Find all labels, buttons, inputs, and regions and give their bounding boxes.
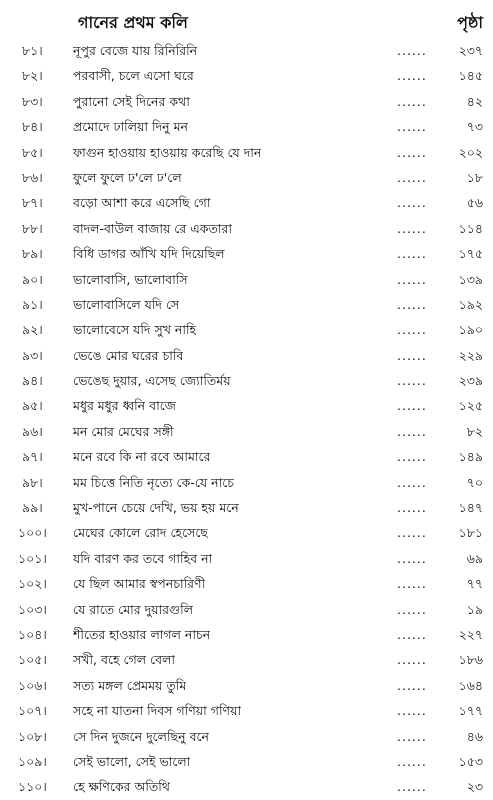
song-first-line: যে রাতে মোর দুয়ারগুলি — [73, 601, 194, 617]
index-header — [0, 10, 493, 36]
song-first-line: সে দিন দুজনে দুলেছিনু বনে — [73, 728, 210, 744]
song-first-line: প্রমোদে ঢালিয়া দিনু মন — [73, 119, 189, 135]
leader-dots: ...... — [397, 652, 427, 668]
row-number: ৯৯। — [22, 500, 43, 516]
row-number: ৯৪। — [22, 373, 43, 389]
song-first-line: যে ছিল আমার স্বপনচারিণী — [73, 576, 206, 592]
page-number: ৪২ — [466, 93, 483, 109]
page-number: ৭৩ — [466, 119, 483, 135]
index-row — [0, 114, 493, 139]
song-first-line: মম চিত্তে নিতি নৃত্যে কে-যে নাচে — [73, 474, 234, 490]
leader-dots: ...... — [397, 322, 427, 338]
page-number: ২৩৭ — [458, 43, 483, 58]
row-number: ৮৯। — [22, 246, 43, 262]
leader-dots: ...... — [397, 43, 427, 58]
page-number: ২২৭ — [458, 626, 483, 642]
song-first-line: হে ক্ষণিকের অতিথি — [73, 779, 170, 795]
row-number: ১০৩। — [18, 601, 47, 617]
page-number: ১৮ — [466, 169, 483, 185]
leader-dots: ...... — [397, 525, 427, 541]
leader-dots: ...... — [397, 550, 427, 566]
row-number: ১০৫। — [18, 652, 47, 668]
leader-dots: ...... — [397, 449, 427, 465]
row-number: ৯০। — [22, 271, 43, 287]
row-number: ১০৮। — [18, 728, 47, 744]
leader-dots: ...... — [397, 68, 427, 84]
page-number: ১৯ — [466, 601, 483, 617]
column-heading-first-line: গানের প্রথম কলি — [78, 13, 188, 32]
index-row — [0, 774, 493, 799]
song-first-line: সেই ভালো, সেই ভালো — [73, 753, 191, 769]
index-row — [0, 597, 493, 622]
row-number: ৮২। — [22, 68, 43, 84]
leader-dots: ...... — [397, 677, 427, 693]
index-row — [0, 38, 493, 63]
index-row — [0, 749, 493, 774]
row-number: ৮৪। — [22, 119, 43, 135]
index-row — [0, 267, 493, 292]
index-row — [0, 470, 493, 495]
leader-dots: ...... — [397, 144, 427, 160]
row-number: ৯৭। — [22, 449, 43, 465]
leader-dots: ...... — [397, 169, 427, 185]
song-first-line: সহে না যাতনা দিবস গণিয়া গণিয়া — [73, 703, 242, 719]
row-number: ১০৭। — [18, 703, 47, 719]
page-number: ১৭৫ — [458, 246, 483, 262]
page-number: ১৬৪ — [458, 677, 483, 693]
page-number: ১৯০ — [458, 322, 483, 338]
index-row — [0, 673, 493, 698]
row-number: ৮৬। — [22, 169, 43, 185]
row-number: ১০৬। — [18, 677, 47, 693]
index-row — [0, 520, 493, 545]
leader-dots: ...... — [397, 195, 427, 211]
leader-dots: ...... — [397, 347, 427, 363]
index-row — [0, 292, 493, 317]
leader-dots: ...... — [397, 576, 427, 592]
leader-dots: ...... — [397, 779, 427, 795]
index-row — [0, 698, 493, 723]
column-heading-page: পৃষ্ঠা — [457, 13, 483, 32]
song-first-line: মন মোর মেঘের সঙ্গী — [73, 423, 174, 439]
row-number: ১০০। — [18, 525, 47, 541]
page-number: ১৭৭ — [458, 703, 483, 719]
row-number: ৮৮। — [22, 220, 43, 236]
song-first-line: ভেঙেছ দুয়ার, এসেছ জ্যোতির্ময় — [73, 373, 231, 389]
song-first-line: পরবাসী, চলে এসো ঘরে — [73, 68, 194, 84]
leader-dots: ...... — [397, 728, 427, 744]
index-row — [0, 724, 493, 749]
leader-dots: ...... — [397, 626, 427, 642]
page-number: ৭৭ — [466, 576, 483, 592]
index-row — [0, 444, 493, 469]
leader-dots: ...... — [397, 703, 427, 719]
page-number: ১২৫ — [458, 398, 483, 414]
song-first-line: নূপুর বেজে যায় রিনিরিনি — [73, 43, 198, 58]
leader-dots: ...... — [397, 398, 427, 414]
index-row — [0, 317, 493, 342]
index-row — [0, 368, 493, 393]
song-first-line: বিধি ডাগর আঁখি যদি দিয়েছিল — [73, 246, 225, 262]
page-number: ২০২ — [458, 144, 483, 160]
index-row — [0, 190, 493, 215]
index-row — [0, 241, 493, 266]
song-first-line: বাদল-বাউল বাজায় রে একতারা — [73, 220, 232, 236]
song-first-line: পুরানো সেই দিনের কথা — [73, 93, 190, 109]
row-number: ১০২। — [18, 576, 47, 592]
row-number: ৯৫। — [22, 398, 43, 414]
page-number: ৭০ — [466, 474, 483, 490]
row-number: ১০৪। — [18, 626, 47, 642]
index-row — [0, 165, 493, 190]
page-number: ১৮১ — [458, 525, 483, 541]
page-number: ২২৯ — [458, 347, 483, 363]
page-number: ১৩৯ — [458, 271, 483, 287]
song-first-line: মেঘের কোলে রোদ হেসেছে — [73, 525, 208, 541]
leader-dots: ...... — [397, 474, 427, 490]
index-row — [0, 571, 493, 596]
song-first-line: বড়ো আশা করে এসেছি গো — [73, 195, 211, 211]
song-first-line: শীতের হাওয়ার লাগল নাচন — [73, 626, 211, 642]
row-number: ৮৫। — [22, 144, 43, 160]
page-number: ৮২ — [466, 423, 483, 439]
page-number: ১৪৫ — [458, 68, 483, 84]
page-number: ১৯২ — [458, 296, 483, 312]
index-row — [0, 393, 493, 418]
song-first-line: ভেঙে মোর ঘরের চাবি — [73, 347, 184, 363]
page-number: ৫৬ — [466, 195, 483, 211]
row-number: ৯৩। — [22, 347, 43, 363]
row-number: ৯২। — [22, 322, 43, 338]
song-first-line: মনে রবে কি না রবে আমারে — [73, 449, 211, 465]
row-number: ১০৯। — [18, 753, 47, 769]
index-row — [0, 343, 493, 368]
page-number: ১৮৬ — [458, 652, 483, 668]
song-first-line: মধুর মধুর ধ্বনি বাজে — [73, 398, 176, 414]
leader-dots: ...... — [397, 271, 427, 287]
row-number: ৯৬। — [22, 423, 43, 439]
row-number: ৮৭। — [22, 195, 43, 211]
leader-dots: ...... — [397, 601, 427, 617]
index-row — [0, 140, 493, 165]
row-number: ৯১। — [22, 296, 43, 312]
song-first-line: যদি বারণ কর তবে গাহিব না — [73, 550, 213, 566]
leader-dots: ...... — [397, 220, 427, 236]
page-number: ১৪৭ — [458, 500, 483, 516]
index-row — [0, 546, 493, 571]
song-first-line: ফাগুন হাওয়ায় হাওয়ায় করেছি যে দান — [73, 144, 262, 160]
index-row — [0, 216, 493, 241]
leader-dots: ...... — [397, 500, 427, 516]
row-number: ৮১। — [22, 43, 43, 58]
index-row — [0, 419, 493, 444]
leader-dots: ...... — [397, 246, 427, 262]
row-number: ৮৩। — [22, 93, 43, 109]
page-number: ২৩৯ — [458, 373, 483, 389]
page-number: ১১৪ — [458, 220, 483, 236]
page-number: ৬৯ — [466, 550, 483, 566]
index-row — [0, 89, 493, 114]
song-first-line: ভালোবাসি, ভালোবাসি — [73, 271, 188, 287]
index-row — [0, 495, 493, 520]
song-first-line: ফুলে ফুলে ঢ'লে ঢ'লে — [73, 169, 182, 185]
leader-dots: ...... — [397, 423, 427, 439]
leader-dots: ...... — [397, 373, 427, 389]
index-row — [0, 622, 493, 647]
leader-dots: ...... — [397, 93, 427, 109]
page-number: ২৩ — [466, 779, 483, 795]
page-number: ১৫৩ — [458, 753, 483, 769]
leader-dots: ...... — [397, 296, 427, 312]
song-index-list — [0, 38, 493, 800]
song-first-line: ভালোবাসিলে যদি সে — [73, 296, 180, 312]
song-first-line: মুখ-পানে চেয়ে দেখি, ভয় হয় মনে — [73, 500, 239, 516]
song-first-line: সখী, বহে গেল বেলা — [73, 652, 176, 668]
song-first-line: ভালোবেসে যদি সুখ নাহি — [73, 322, 197, 338]
row-number: ১১০। — [18, 779, 47, 795]
index-row — [0, 647, 493, 672]
leader-dots: ...... — [397, 119, 427, 135]
leader-dots: ...... — [397, 753, 427, 769]
row-number: ১০১। — [18, 550, 47, 566]
row-number: ৯৮। — [22, 474, 43, 490]
index-row — [0, 63, 493, 88]
page-number: ৪৬ — [466, 728, 483, 744]
page-number: ১৪৯ — [458, 449, 483, 465]
song-first-line: সত্য মঙ্গল প্রেমময় তুমি — [73, 677, 187, 693]
